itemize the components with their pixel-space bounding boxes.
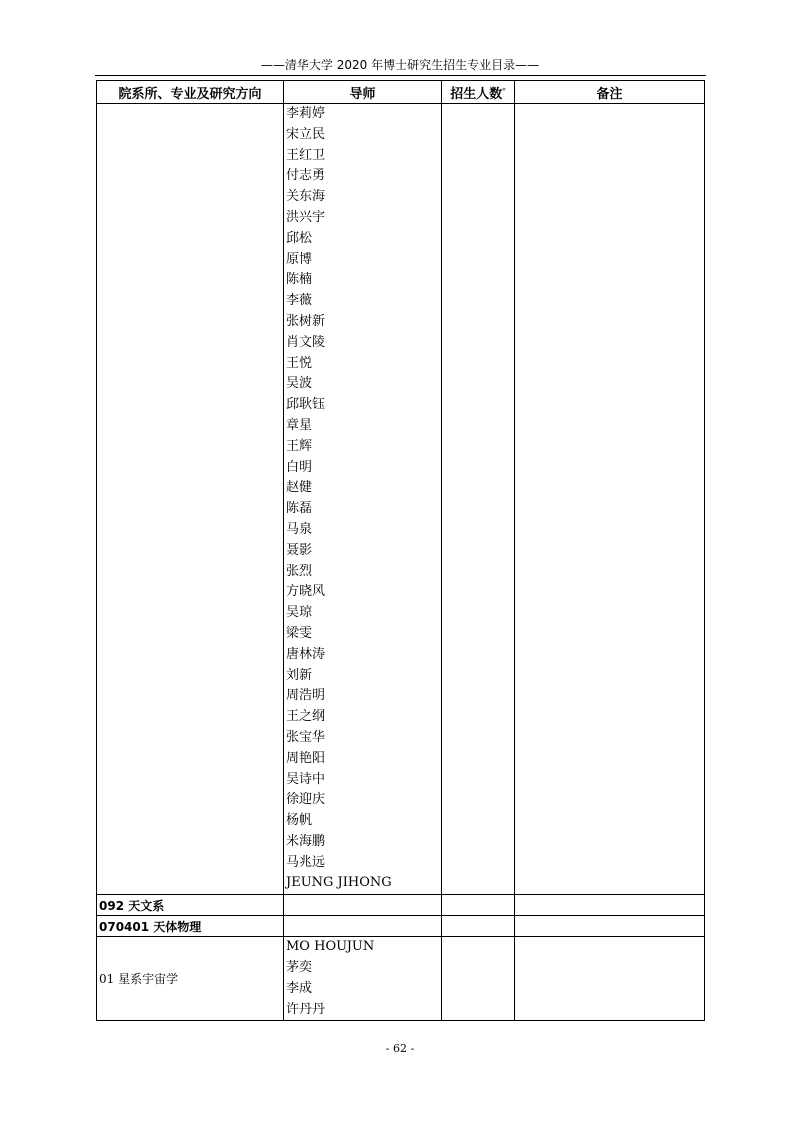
advisor-name: 梁雯	[286, 625, 313, 641]
advisor-name: 马泉	[286, 521, 313, 537]
notes-cell	[515, 937, 705, 1021]
advisor-name: MO HOUJUN	[286, 939, 375, 955]
column-header-quota-label: 招生人数	[450, 86, 503, 102]
advisor-name: 王悦	[286, 355, 313, 371]
quota-cell	[442, 895, 515, 916]
advisor-name: 李薇	[286, 293, 313, 309]
advisor-name: 白明	[286, 459, 313, 475]
advisor-list	[286, 937, 439, 1020]
advisor-list	[286, 104, 439, 894]
advisor-name: 王之纲	[286, 709, 326, 725]
advisor-name: 宋立民	[286, 126, 326, 142]
table-row-direction	[97, 937, 705, 1021]
advisor-name: 邱耿钰	[286, 397, 326, 413]
department-name: 092 天文系	[97, 895, 284, 916]
advisor-name: 邱松	[286, 230, 313, 246]
advisor-cell-empty	[284, 895, 442, 916]
table-row-major	[97, 916, 705, 937]
advisor-name: 杨帆	[286, 813, 313, 829]
advisor-name: 吴琼	[286, 605, 313, 621]
advisor-name: 李成	[286, 980, 313, 996]
page-number: - 62 -	[385, 1042, 415, 1055]
notes-cell	[515, 895, 705, 916]
advisor-name: 方晓风	[286, 584, 326, 600]
notes-cell	[515, 104, 705, 895]
advisor-name: 聂影	[286, 542, 313, 558]
advisor-name: 米海鹏	[286, 833, 326, 849]
advisor-name: 肖文陵	[286, 334, 326, 350]
quota-cell	[442, 104, 515, 895]
quota-cell	[442, 916, 515, 937]
column-header-advisor: 导师	[284, 81, 442, 104]
advisor-name: 吴波	[286, 376, 313, 392]
advisor-name: 唐林涛	[286, 646, 326, 662]
table-row-continuation	[97, 104, 705, 895]
quota-footnote-mark: *	[502, 86, 506, 95]
advisor-name: 许丹丹	[286, 1001, 326, 1017]
advisor-name: 王辉	[286, 438, 313, 454]
advisor-name: 陈磊	[286, 501, 313, 517]
advisor-name: 赵健	[286, 480, 313, 496]
advisor-name: 付志勇	[286, 168, 326, 184]
advisor-name: 刘新	[286, 667, 313, 683]
advisor-name: 马兆远	[286, 854, 326, 870]
major-name: 070401 天体物理	[97, 916, 284, 937]
notes-cell	[515, 916, 705, 937]
advisor-name: 徐迎庆	[286, 792, 326, 808]
header-rule	[95, 75, 706, 76]
advisor-name: 张烈	[286, 563, 313, 579]
advisor-name: 关东海	[286, 189, 326, 205]
dept-cell-empty	[97, 104, 284, 895]
quota-cell	[442, 937, 515, 1021]
advisor-name: 章星	[286, 417, 313, 433]
column-header-dept: 院系所、专业及研究方向	[97, 81, 284, 104]
advisor-name: 原博	[286, 251, 313, 267]
research-direction: 01 星系宇宙学	[97, 937, 284, 1021]
table-header-row	[97, 81, 705, 104]
catalog-table	[96, 80, 705, 1021]
advisor-list-cell	[284, 104, 442, 895]
advisor-cell-empty	[284, 916, 442, 937]
advisor-name: 张树新	[286, 313, 326, 329]
advisor-name: 茅奕	[286, 960, 313, 976]
table-row-department	[97, 895, 705, 916]
column-header-notes: 备注	[515, 81, 705, 104]
advisor-name: 王红卫	[286, 147, 326, 163]
advisor-name: 张宝华	[286, 729, 326, 745]
advisor-list-cell	[284, 937, 442, 1021]
advisor-name: 周浩明	[286, 688, 326, 704]
advisor-name: JEUNG JIHONG	[286, 875, 392, 891]
page-header-title: ——清华大学 2020 年博士研究生招生专业目录——	[260, 58, 540, 72]
advisor-name: 李莉婷	[286, 106, 326, 121]
advisor-name: 周艳阳	[286, 750, 326, 766]
advisor-name: 洪兴宇	[286, 209, 326, 225]
column-header-quota	[442, 81, 515, 104]
advisor-name: 陈楠	[286, 272, 313, 288]
advisor-name: 吴诗中	[286, 771, 326, 787]
